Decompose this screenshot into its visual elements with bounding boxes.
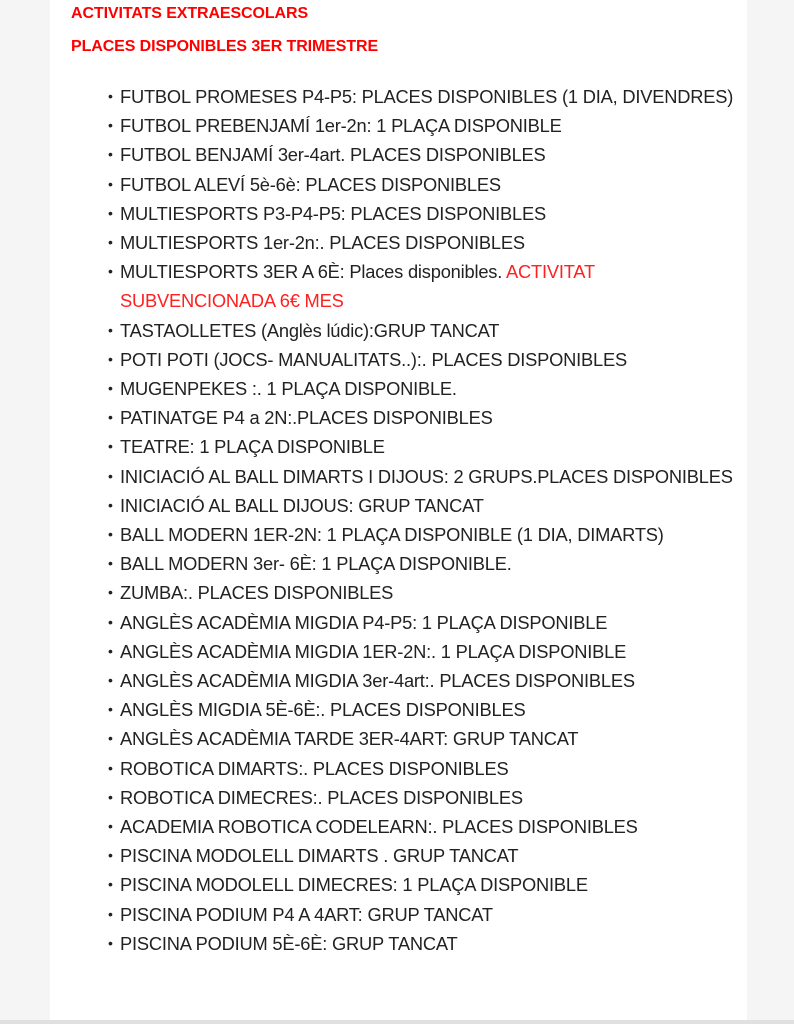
bullet-icon: • bbox=[108, 818, 113, 835]
list-item bbox=[108, 345, 740, 374]
bullet-icon: • bbox=[108, 642, 113, 659]
list-item-text: ANGLÈS ACADÈMIA MIGDIA 3er-4art:. PLACES DISPONIBLES bbox=[120, 670, 635, 692]
list-item-text: BALL MODERN 3er- 6È: 1 PLAÇA DISPONIBLE. bbox=[120, 553, 512, 575]
list-item bbox=[108, 578, 740, 607]
page-title: ACTIVITATS EXTRAESCOLARS bbox=[71, 5, 309, 22]
list-item-text: FUTBOL ALEVÍ 5è-6è: PLACES DISPONIBLES bbox=[120, 173, 501, 195]
bullet-icon: • bbox=[108, 321, 113, 338]
bullet-icon: • bbox=[108, 701, 113, 718]
bullet-icon: • bbox=[108, 263, 113, 280]
list-item-text: PISCINA MODOLELL DIMECRES: 1 PLAÇA DISPONIBLE bbox=[120, 874, 588, 896]
list-item-text: ANGLÈS ACADÈMIA MIGDIA 1ER-2N:. 1 PLAÇA DISPONIBLE bbox=[120, 640, 627, 662]
page-subtitle: PLACES DISPONIBLES 3ER TRIMESTRE bbox=[71, 38, 379, 55]
list-item bbox=[108, 724, 740, 753]
bullet-icon: • bbox=[108, 759, 113, 776]
list-item bbox=[108, 608, 740, 637]
list-item bbox=[108, 374, 740, 403]
activity-list bbox=[108, 82, 740, 958]
list-item bbox=[108, 929, 740, 958]
list-item bbox=[108, 637, 740, 666]
bullet-icon: • bbox=[108, 467, 113, 484]
list-item bbox=[108, 403, 740, 432]
list-item bbox=[108, 549, 740, 578]
list-item bbox=[108, 257, 740, 315]
bullet-icon: • bbox=[108, 438, 113, 455]
list-item bbox=[108, 111, 740, 140]
list-item-text: TEATRE: 1 PLAÇA DISPONIBLE bbox=[120, 436, 385, 458]
list-item-text: PISCINA PODIUM P4 A 4ART: GRUP TANCAT bbox=[120, 903, 493, 925]
list-item bbox=[108, 870, 740, 899]
bullet-icon: • bbox=[108, 934, 113, 951]
list-item-text: POTI POTI (JOCS- MANUALITATS..):. PLACES DISPONIBLES bbox=[120, 348, 627, 370]
list-item bbox=[108, 140, 740, 169]
list-item-text: ACADEMIA ROBOTICA CODELEARN:. PLACES DISPONIBLES bbox=[120, 816, 638, 838]
list-item bbox=[108, 841, 740, 870]
list-item bbox=[108, 82, 740, 111]
list-item bbox=[108, 432, 740, 461]
bullet-icon: • bbox=[108, 847, 113, 864]
list-item bbox=[108, 170, 740, 199]
bullet-icon: • bbox=[108, 350, 113, 367]
list-item bbox=[108, 462, 740, 491]
list-item bbox=[108, 783, 740, 812]
list-item-text: PISCINA MODOLELL DIMARTS . GRUP TANCAT bbox=[120, 845, 519, 867]
list-item-text: TASTAOLLETES (Anglès lúdic):GRUP TANCAT bbox=[120, 319, 500, 341]
bullet-icon: • bbox=[108, 788, 113, 805]
list-item bbox=[108, 812, 740, 841]
list-item-text: BALL MODERN 1ER-2N: 1 PLAÇA DISPONIBLE (1 DIA, DIMARTS) bbox=[120, 524, 664, 546]
list-item-text: ANGLÈS MIGDIA 5È-6È:. PLACES DISPONIBLES bbox=[120, 699, 526, 721]
bullet-icon: • bbox=[108, 584, 113, 601]
list-item-text: PISCINA PODIUM 5È-6È: GRUP TANCAT bbox=[120, 932, 458, 954]
list-item-text: ANGLÈS ACADÈMIA TARDE 3ER-4ART: GRUP TANCAT bbox=[120, 728, 579, 750]
bullet-icon: • bbox=[108, 409, 113, 426]
list-item-text: ROBOTICA DIMECRES:. PLACES DISPONIBLES bbox=[120, 786, 523, 808]
list-item-text: ZUMBA:. PLACES DISPONIBLES bbox=[120, 582, 394, 604]
bullet-icon: • bbox=[108, 234, 113, 251]
bullet-icon: • bbox=[108, 876, 113, 893]
bullet-icon: • bbox=[108, 204, 113, 221]
list-item-text: MULTIESPORTS P3-P4-P5: PLACES DISPONIBLES bbox=[120, 202, 546, 224]
list-item-text: INICIACIÓ AL BALL DIJOUS: GRUP TANCAT bbox=[120, 494, 484, 516]
bullet-icon: • bbox=[108, 613, 113, 630]
bullet-icon: • bbox=[108, 175, 113, 192]
list-item-text: MULTIESPORTS 3ER A 6È: Places disponibles. bbox=[120, 261, 506, 283]
list-item-text: INICIACIÓ AL BALL DIMARTS I DIJOUS: 2 GRUPS.PLACES DISPONIBLES bbox=[120, 465, 733, 487]
bullet-icon: • bbox=[108, 672, 113, 689]
list-item bbox=[108, 199, 740, 228]
bullet-icon: • bbox=[108, 555, 113, 572]
list-item-text: MUGENPEKES :. 1 PLAÇA DISPONIBLE. bbox=[120, 378, 457, 400]
list-item-text: FUTBOL PROMESES P4-P5: PLACES DISPONIBLES (1 DIA, DIVENDRES) bbox=[120, 86, 734, 107]
list-item-text: FUTBOL BENJAMÍ 3er-4art. PLACES DISPONIBLES bbox=[120, 144, 546, 166]
bullet-icon: • bbox=[108, 88, 113, 104]
list-item-text: FUTBOL PREBENJAMÍ 1er-2n: 1 PLAÇA DISPONIBLE bbox=[120, 115, 562, 137]
bullet-icon: • bbox=[108, 496, 113, 513]
list-item bbox=[108, 228, 740, 257]
bullet-icon: • bbox=[108, 905, 113, 922]
list-item bbox=[108, 900, 740, 929]
list-item-highlight: ACTIVITAT SUBVENCIONADA 6€ MES bbox=[120, 261, 595, 312]
list-item-text: ROBOTICA DIMARTS:. PLACES DISPONIBLES bbox=[120, 757, 509, 779]
bullet-icon: • bbox=[108, 730, 113, 747]
list-item bbox=[108, 316, 740, 345]
list-item bbox=[108, 520, 740, 549]
bullet-icon: • bbox=[108, 146, 113, 163]
list-item bbox=[108, 695, 740, 724]
list-item bbox=[108, 666, 740, 695]
list-item-text: MULTIESPORTS 1er-2n:. PLACES DISPONIBLES bbox=[120, 232, 525, 254]
bullet-icon: • bbox=[108, 117, 113, 134]
content-page bbox=[50, 0, 747, 1024]
list-item bbox=[108, 491, 740, 520]
list-item-text: ANGLÈS ACADÈMIA MIGDIA P4-P5: 1 PLAÇA DISPONIBLE bbox=[120, 611, 608, 633]
bottom-divider bbox=[0, 1020, 794, 1024]
list-item-text: PATINATGE P4 a 2N:.PLACES DISPONIBLES bbox=[120, 407, 493, 429]
bullet-icon: • bbox=[108, 380, 113, 397]
list-item bbox=[108, 754, 740, 783]
bullet-icon: • bbox=[108, 526, 113, 543]
